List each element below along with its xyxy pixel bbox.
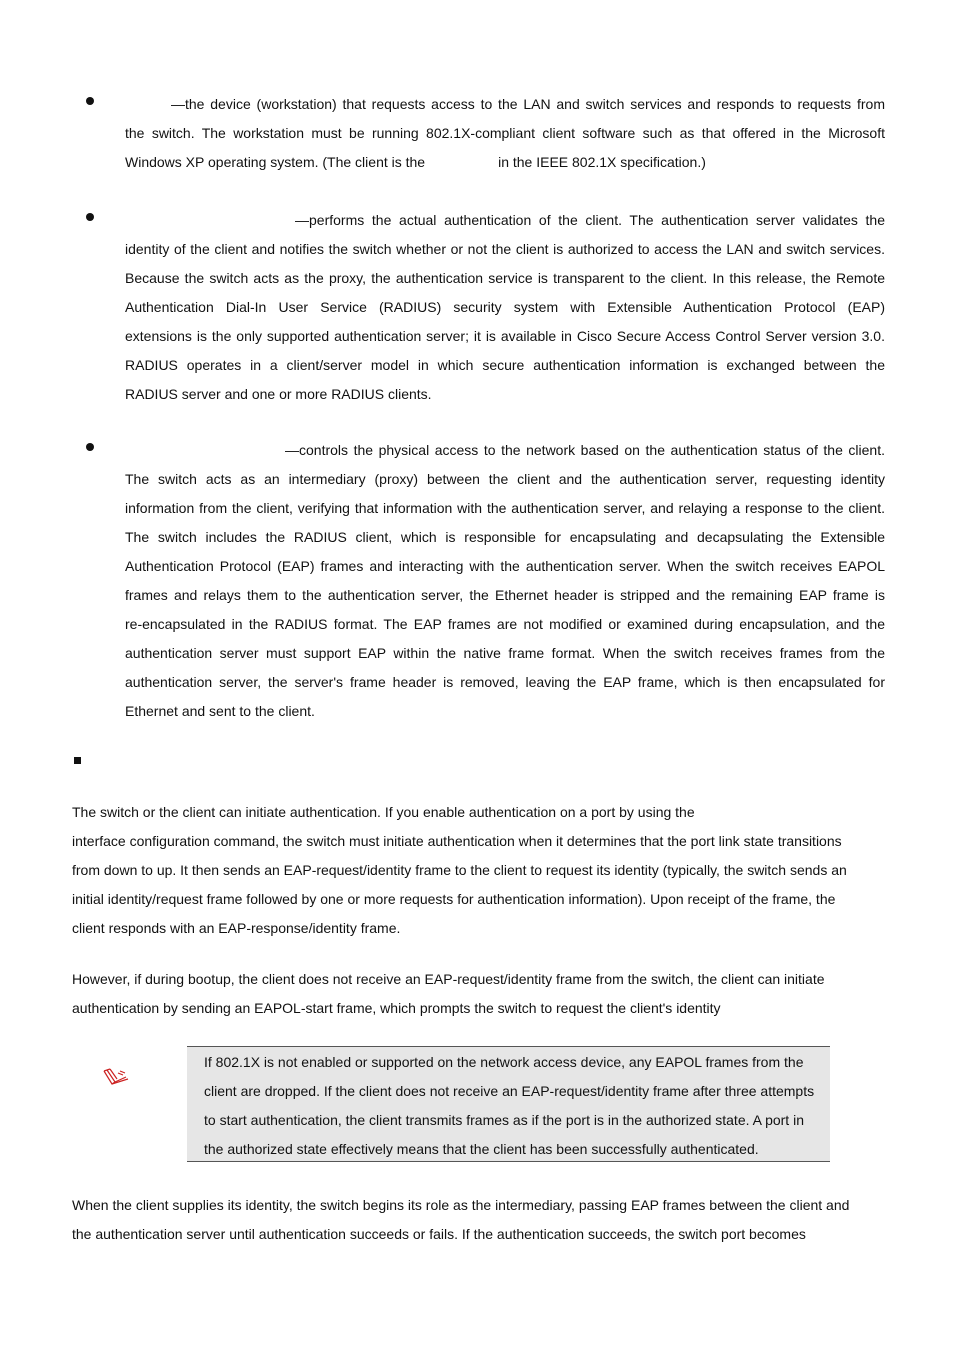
bullet-dot-icon (86, 443, 94, 451)
note-text (204, 1048, 829, 1164)
text-line: to start authentication, the client transmits frames as if the port is in the authorized state. A port in (204, 1112, 804, 1128)
text-line: initial identity/request frame followed by one or more requests for authentication information). Upon receipt of the frame, the (72, 891, 836, 907)
text-line: Because the switch acts as the proxy, the authentication service is transparent to the client. In this release, the Remote (125, 270, 885, 286)
text-line: information from the client, verifying that information with the authentication server, and relaying a response to the client. (125, 500, 885, 516)
text-line: the authorized state effectively means that the client has been successfully authenticated. (204, 1141, 759, 1157)
text-line: When the client supplies its identity, the switch begins its role as the intermediary, passing EAP frames between the client and (72, 1197, 850, 1213)
text-line: authentication by sending an EAPOL-start frame, which prompts the switch to request the client's identity (72, 1000, 721, 1016)
text-line: Ethernet and sent to the client. (125, 703, 315, 719)
text-line: —controls the physical access to the network based on the authentication status of the client. (285, 442, 885, 458)
section-square-bullet-icon (74, 757, 81, 764)
text-line: The switch acts as an intermediary (proxy) between the client and the authentication server, requesting identity (125, 471, 885, 487)
text-line: —performs the actual authentication of the client. The authentication server validates the (295, 212, 885, 228)
text-line: However, if during bootup, the client does not receive an EAP-request/identity frame from the switch, the client can initiate (72, 971, 825, 987)
paragraph-bootup (72, 965, 884, 1023)
text-line: interface configuration command, the switch must initiate authentication when it determines that the port link state transitions (72, 833, 842, 849)
text-line: client responds with an EAP-response/identity frame. (72, 920, 401, 936)
text-line: re-encapsulated in the RADIUS format. The EAP frames are not modified or examined during encapsulation, and the (125, 616, 885, 632)
note-box (187, 1046, 830, 1162)
text-line: client are dropped. If the client does not receive an EAP-request/identity frame after three attempts (204, 1083, 815, 1099)
bullet-dot-icon (86, 213, 94, 221)
text-line: The switch includes the RADIUS client, which is responsible for encapsulating and decapsulating the Extensible (125, 529, 885, 545)
text-line: Authentication Protocol (EAP) frames and interacting with the authentication server. When the switch receives EAPOL (125, 558, 885, 574)
text-line: the switch. The workstation must be running 802.1X-compliant client software such as that offered in the Microsoft (125, 125, 885, 141)
text-line-with-gap (125, 148, 885, 177)
text-line: extensions is the only supported authentication server; it is available in Cisco Secure Access Control Server version 3.0. (125, 328, 885, 344)
text-line: identity of the client and notifies the switch whether or not the client is authorized to access the LAN and switch services. (125, 241, 885, 257)
bullet-text (125, 90, 885, 177)
text-segment: in the IEEE 802.1X specification.) (498, 154, 706, 170)
text-line: from down to up. It then sends an EAP-request/identity frame to the client to request its identity (typically, the switch sends an (72, 862, 847, 878)
text-line: RADIUS server and one or more RADIUS clients. (125, 386, 432, 402)
text-line: the authentication server until authentication succeeds or fails. If the authentication succeeds, the switch port becomes (72, 1226, 806, 1242)
text-line: RADIUS operates in a client/server model in which secure authentication information is exchanged between the (125, 357, 885, 373)
text-line: If 802.1X is not enabled or supported on the network access device, any EAPOL frames from the (204, 1054, 804, 1070)
bullet-dot-icon (86, 97, 94, 105)
bullet-text (125, 206, 885, 409)
text-line: Authentication Dial-In User Service (RADIUS) security system with Extensible Authentication Protocol (EAP) (125, 299, 885, 315)
text-line: —the device (workstation) that requests access to the LAN and switch services and responds to requests from (171, 96, 885, 112)
paragraph-initiation (72, 798, 884, 943)
text-line: The switch or the client can initiate authentication. If you enable authentication on a port by using the (72, 804, 695, 820)
text-line: frames and relays them to the authentication server, the Ethernet header is stripped and the remaining EAP frame is (125, 587, 885, 603)
paragraph-identity (72, 1191, 884, 1249)
bullet-text (125, 436, 885, 726)
pencil-note-icon (101, 1066, 131, 1088)
text-segment: Windows XP operating system. (The client is the (125, 154, 426, 170)
text-line: authentication server must support EAP within the native frame format. When the switch receives frames from the (125, 645, 885, 661)
text-line: authentication server, the server's frame header is removed, leaving the EAP frame, which is then encapsulated for (125, 674, 885, 690)
